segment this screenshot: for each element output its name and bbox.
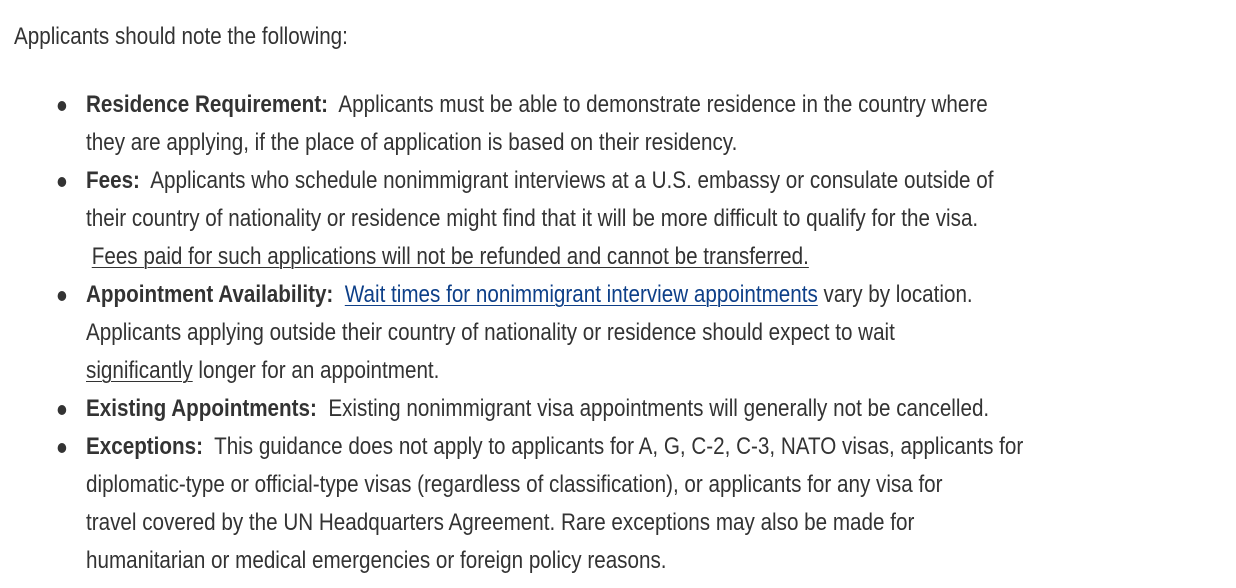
emphasis-significantly: significantly: [86, 357, 193, 384]
bullet-icon: [58, 443, 67, 453]
item-term: Appointment Availability:: [86, 281, 334, 308]
item-text: Applicants must be able to demonstrate residence in the country where: [338, 91, 988, 118]
item-text: humanitarian or medical emergencies or foreign policy reasons.: [86, 547, 667, 574]
item-term: Exceptions:: [86, 433, 203, 460]
item-text: longer for an appointment.: [198, 357, 440, 384]
item-term: Fees:: [86, 167, 140, 194]
list-item-line: [86, 162, 1204, 200]
list-item-line: [86, 276, 1204, 314]
item-text: diplomatic-type or official-type visas (regardless of classification), or applicants for any visa for: [86, 471, 943, 498]
list-item-line: [86, 238, 1204, 276]
bullet-icon: [58, 405, 67, 415]
item-text: This guidance does not apply to applicants for A, G, C-2, C-3, NATO visas, applicants for: [214, 433, 1024, 460]
list-item-line: [86, 504, 1204, 542]
list-item-residence-requirement: [0, 86, 1204, 162]
bullet-icon: [58, 101, 67, 111]
item-term: Existing Appointments:: [86, 395, 317, 422]
item-text: they are applying, if the place of application is based on their residency.: [86, 129, 738, 156]
list-item-fees: [0, 162, 1204, 276]
intro-text: Applicants should note the following:: [14, 23, 348, 50]
item-text: Applicants applying outside their country of nationality or residence should expect to wait: [86, 319, 895, 346]
item-term: Residence Requirement:: [86, 91, 329, 118]
item-text: vary by location.: [823, 281, 973, 308]
list-item-line: [86, 390, 1204, 428]
wait-times-link[interactable]: Wait times for nonimmigrant interview appointments: [344, 281, 818, 308]
list-item-existing-appointments: [0, 390, 1204, 428]
notes-list: [0, 86, 1204, 580]
list-item-line: [86, 200, 1204, 238]
list-item-line: [86, 86, 1204, 124]
list-item-appointment-availability: [0, 276, 1204, 390]
list-item-line: [86, 124, 1204, 162]
list-item-line: [86, 314, 1204, 352]
item-text: their country of nationality or residence might find that it will be more difficult to qualify for the visa.: [86, 205, 979, 232]
bullet-icon: [58, 291, 67, 301]
fees-refund-note: Fees paid for such applications will not be refunded and cannot be transferred.: [91, 243, 809, 270]
item-text: travel covered by the UN Headquarters Agreement. Rare exceptions may also be made for: [86, 509, 915, 536]
item-text: Applicants who schedule nonimmigrant interviews at a U.S. embassy or consulate outside of: [150, 167, 994, 194]
list-item-line: [86, 466, 1204, 504]
list-item-exceptions: [0, 428, 1204, 580]
list-item-line: [86, 428, 1204, 466]
list-item-line: [86, 542, 1204, 580]
list-item-line: [86, 352, 1204, 390]
item-text: Existing nonimmigrant visa appointments will generally not be cancelled.: [328, 395, 990, 422]
bullet-icon: [58, 177, 67, 187]
